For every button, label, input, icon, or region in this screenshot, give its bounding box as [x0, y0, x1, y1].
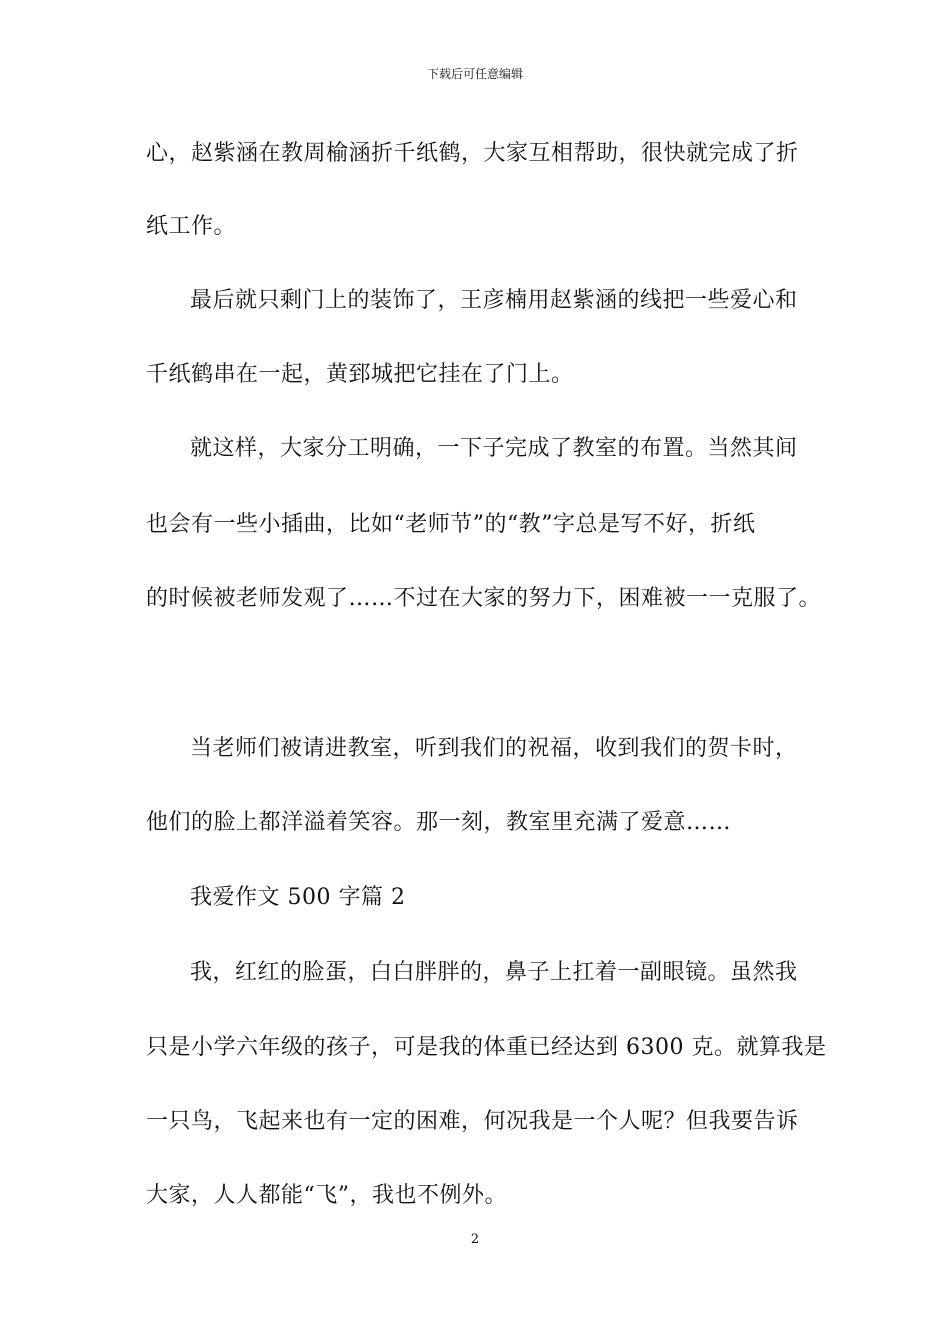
text-line: 就这样，大家分工明确，一下子完成了教室的布置。当然其间: [190, 436, 798, 461]
text-line: 也会有一些小插曲，比如“老师节”的“教”字总是写不好，折纸: [146, 512, 756, 537]
text-line: 一只鸟，飞起来也有一定的困难，何况我是一个人呢？但我要告诉: [146, 1109, 799, 1134]
text-line: 最后就只剩门上的装饰了，王彦楠用赵紫涵的线把一些爱心和: [190, 288, 798, 313]
text-line: 的时候被老师发观了……不过在大家的努力下，困难被一一克服了。: [146, 586, 822, 611]
page-header-note: 下载后可任意编辑: [426, 67, 523, 81]
text-line: 他们的脸上都洋溢着笑容。那一刻，教室里充满了爱意……: [146, 810, 732, 835]
text-line: 当老师们被请进教室，听到我们的祝福，收到我们的贺卡时，: [190, 736, 798, 761]
text-line: 千纸鹤串在一起，黄郅城把它挂在了门上。: [146, 362, 574, 387]
text-line: 心，赵紫涵在教周榆涵折千纸鹤，大家互相帮助，很快就完成了折: [146, 141, 799, 166]
text-line: 只是小学六年级的孩子，可是我的体重已经达到 6300 克。就算我是: [146, 1035, 827, 1060]
text-line: 大家，人人都能“飞”，我也不例外。: [146, 1183, 507, 1208]
page-number: 2: [470, 1232, 480, 1247]
text-line: 我，红红的脸蛋，白白胖胖的，鼻子上扛着一副眼镜。虽然我: [190, 960, 798, 985]
section-heading: 我爱作文 500 字篇 2: [190, 885, 406, 910]
text-line: 纸工作。: [146, 214, 237, 239]
